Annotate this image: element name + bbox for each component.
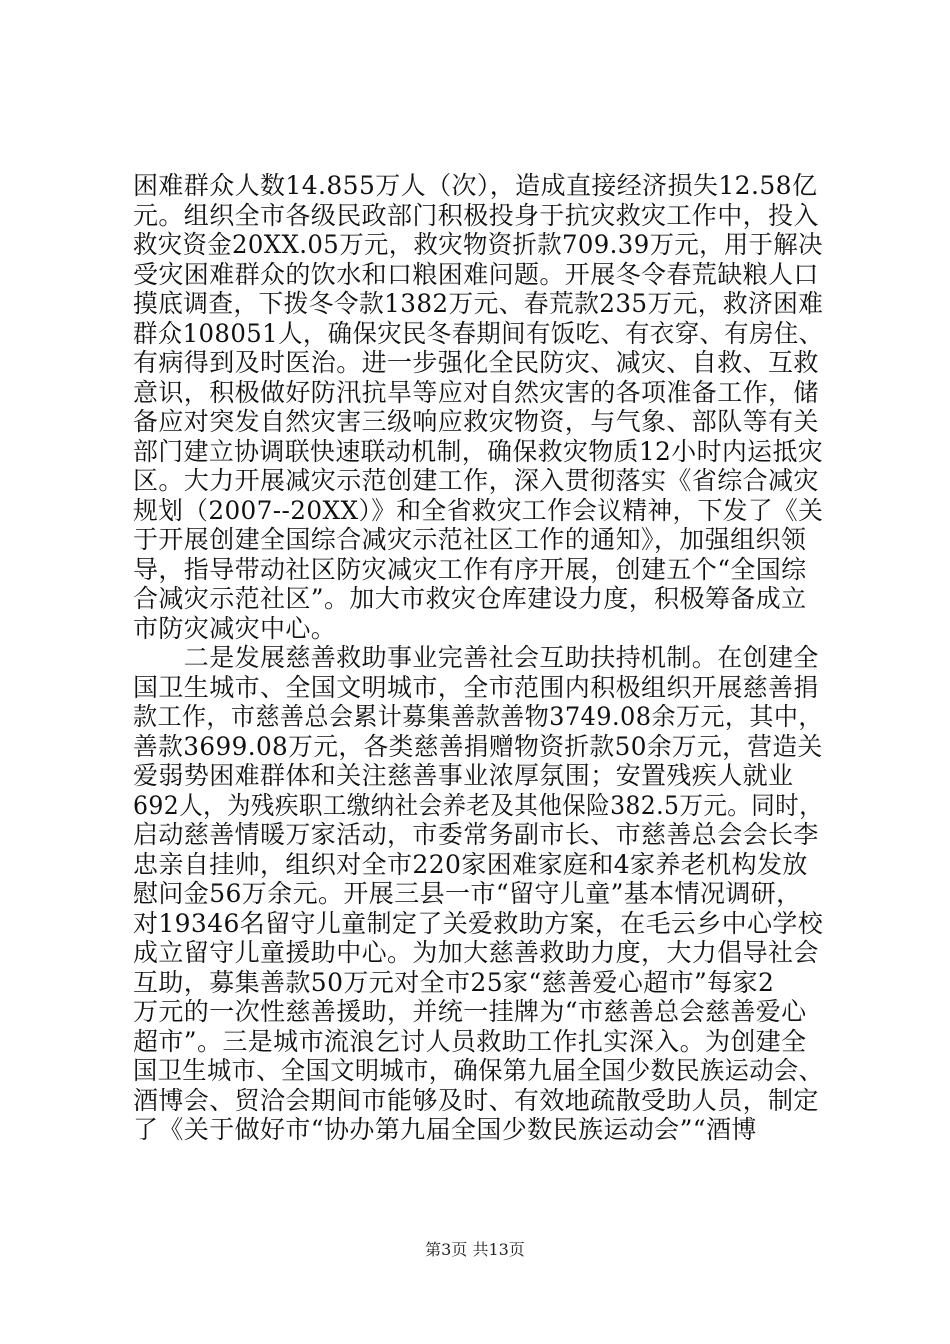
text-line: 善款3699.08万元，各类慈善捐赠物资折款50余万元，营造关	[133, 731, 823, 761]
text-line: 慰问金56万余元。开展三县一市“留守儿童”基本情况调研，	[133, 879, 802, 908]
text-line: 爱弱势困难群体和关注慈善事业浓厚氛围；安置残疾人就业	[133, 761, 794, 790]
text-line: 元。组织全市各级民政部门积极投身于抗灾救灾工作中，投入	[133, 200, 819, 230]
text-line: 忠亲自挂帅，组织对全市220家困难家庭和4家养老机构发放	[133, 849, 808, 879]
text-line: 万元的一次性慈善援助，并统一挂牌为“市慈善总会慈善爱心	[133, 997, 807, 1026]
text-line: 意识，积极做好防汛抗旱等应对自然灾害的各项准备工作，储	[133, 377, 819, 407]
text-line: 国卫生城市、全国文明城市，确保第九届全国少数民族运动会、	[133, 1056, 824, 1085]
text-line: 互助，募集善款50万元对全市25家“慈善爱心超市”每家2	[133, 967, 775, 997]
text-line: 对19346名留守儿童制定了关爱救助方案，在毛云乡中心学校	[133, 908, 824, 938]
text-line: 了《关于做好市“协办第九届全国少数民族运动会”“酒博	[133, 1115, 757, 1144]
text-line: 有病得到及时医治。进一步强化全民防灾、减灾、自救、互救	[133, 348, 819, 377]
text-line: 备应对突发自然灾害三级响应救灾物资，与气象、部队等有关	[133, 407, 819, 436]
text-line: 规划（2007--20XX）》和全省救灾工作会议精神，下发了《关	[133, 495, 824, 525]
text-line: 合减灾示范社区”。加大市救灾仓库建设力度，积极筹备成立	[133, 584, 807, 613]
text-line: 国卫生城市、全国文明城市，全市范围内积极组织开展慈善捐	[133, 672, 819, 702]
text-line: 救灾资金20XX.05万元，救灾物资折款709.39万元，用于解决	[133, 230, 823, 259]
text-line: 款工作，市慈善总会累计募集善款善物3749.08余万元，其中，	[133, 702, 823, 731]
text-line: 于开展创建全国综合减灾示范社区工作的通知》，加强组织领	[133, 525, 807, 554]
text-line: 摸底调查，下拨冬令款1382万元、春荒款235万元，救济困难	[133, 289, 824, 318]
text-line: 成立留守儿童援助中心。为加大慈善救助力度，大力倡导社会	[133, 938, 819, 967]
text-line: 受灾困难群众的饮水和口粮困难问题。开展冬令春荒缺粮人口	[133, 259, 819, 289]
body-text	[133, 171, 833, 1145]
text-line: 部门建立协调联快速联动机制，确保救灾物质12小时内运抵灾	[133, 436, 824, 466]
text-line: 市防灾减灾中心。	[133, 613, 337, 643]
text-line: 导，指导带动社区防灾减灾工作有序开展，创建五个“全国综	[133, 554, 807, 584]
text-line: 启动慈善情暖万家活动，市委常务副市长、市慈善总会会长李	[133, 820, 819, 849]
page-footer: 第3页 共13页	[425, 1240, 525, 1259]
text-line: 群众108051人，确保灾民冬春期间有饭吃、有衣穿、有房住、	[133, 318, 824, 348]
text-line: 692人，为残疾职工缴纳社会养老及其他保险382.5万元。同时，	[133, 790, 824, 820]
text-line: 区。大力开展减灾示范创建工作，深入贯彻落实《省综合减灾	[133, 466, 819, 495]
text-line: 二是发展慈善救助事业完善社会互助扶持机制。在创建全	[133, 643, 819, 672]
text-line: 困难群众人数14.855万人（次），造成直接经济损失12.58亿	[133, 171, 818, 200]
text-line: 酒博会、贸洽会期间市能够及时、有效地疏散受助人员，制定	[133, 1085, 819, 1115]
text-line: 超市”。三是城市流浪乞讨人员救助工作扎实深入。为创建全	[133, 1026, 807, 1056]
